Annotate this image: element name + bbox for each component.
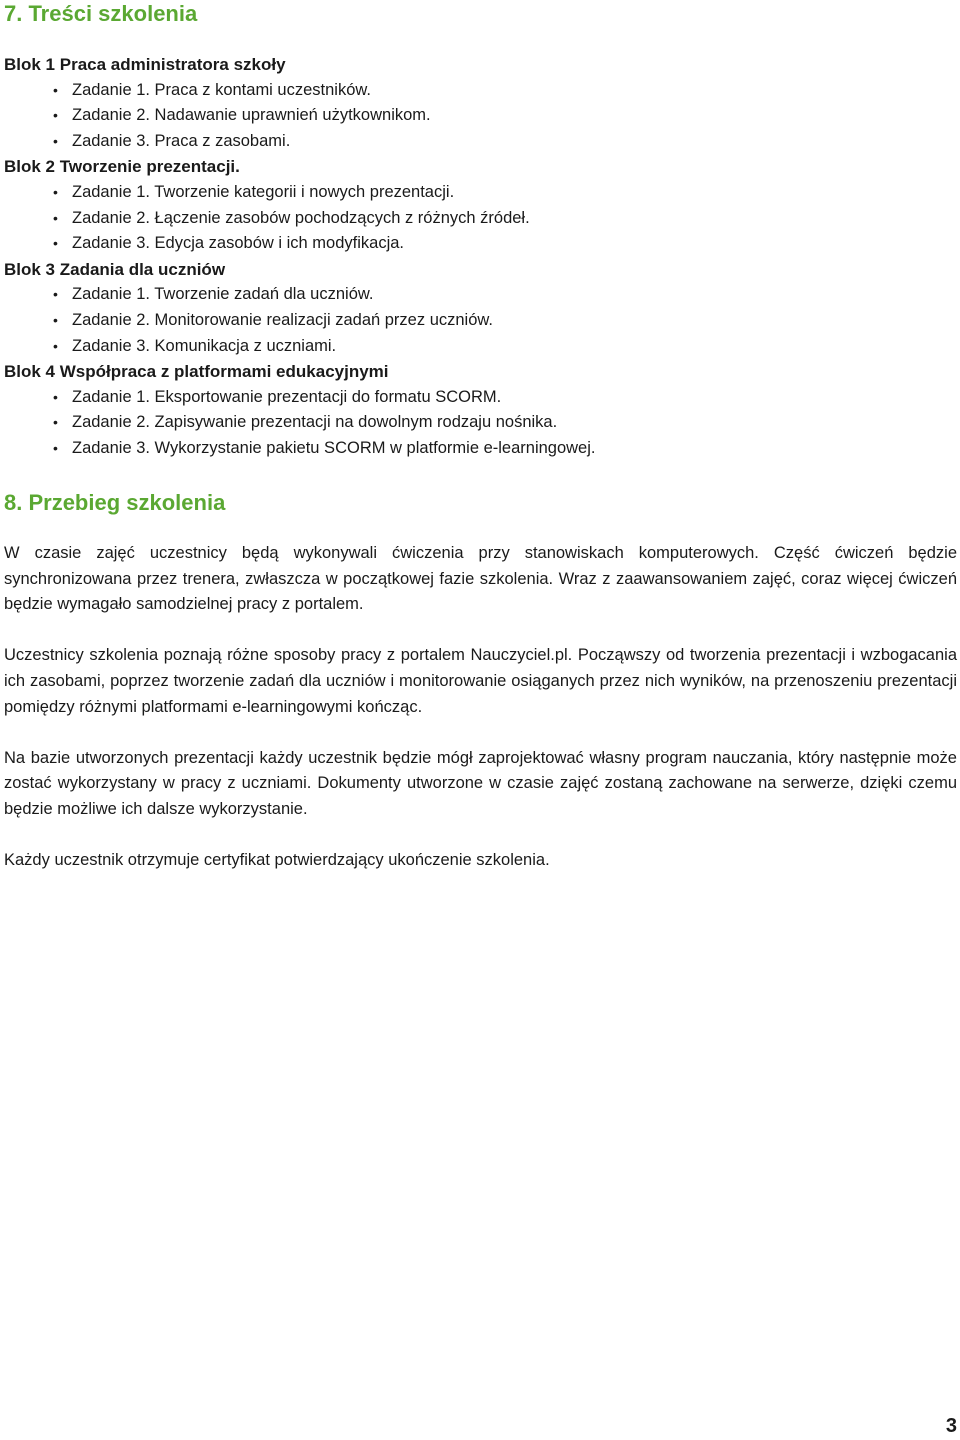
bullet-icon: • — [53, 107, 58, 124]
task-list — [4, 180, 957, 257]
paragraph: W czasie zajęć uczestnicy będą wykonywali ćwiczenia przy stanowiskach komputerowych. Część ćwiczeń będzie synchronizowana przez trenera, zwłaszcza w początkowej fazie szkolenia. Wraz z zaawansowaniem zajęć, coraz więcej ćwiczeń będzie wymagało samodzielnej pracy z portalem. — [4, 544, 957, 614]
task-text: Zadanie 1. Tworzenie kategorii i nowych prezentacji. — [72, 182, 455, 201]
block-title: Blok 1 Praca administratora szkoły — [4, 55, 286, 74]
list-item — [4, 129, 957, 155]
task-text: Zadanie 1. Tworzenie zadań dla uczniów. — [72, 285, 374, 304]
bullet-icon: • — [53, 132, 58, 149]
task-text: Zadanie 2. Nadawanie uprawnień użytkownikom. — [72, 106, 431, 125]
task-list — [4, 78, 957, 155]
bullet-icon: • — [53, 337, 58, 354]
bullet-icon: • — [53, 439, 58, 456]
task-text: Zadanie 1. Eksportowanie prezentacji do formatu SCORM. — [72, 387, 502, 406]
section-8-body — [4, 541, 957, 899]
list-item — [4, 231, 957, 257]
training-blocks — [4, 52, 957, 462]
task-text: Zadanie 2. Monitorowanie realizacji zadań przez uczniów. — [72, 310, 493, 329]
bullet-icon: • — [53, 388, 58, 405]
block-title: Blok 2 Tworzenie prezentacji. — [4, 157, 240, 177]
section-7-heading: 7. Treści szkolenia — [4, 1, 198, 26]
list-item — [4, 78, 957, 104]
task-text: Zadanie 3. Komunikacja z uczniami. — [72, 336, 337, 355]
bullet-icon: • — [53, 414, 58, 431]
paragraph: Na bazie utworzonych prezentacji każdy uczestnik będzie mógł zaprojektować własny program nauczania, który następnie może zostać wykorzystany w pracy z uczniami. Dokumenty utworzone w czasie zajęć zostaną zachowane na serwerze, dzięki czemu będzie możliwe ich dalsze wykorzystanie. — [4, 748, 957, 818]
task-list — [4, 282, 957, 359]
task-text: Zadanie 3. Wykorzystanie pakietu SCORM w platformie e-learningowej. — [72, 438, 596, 457]
task-text: Zadanie 2. Zapisywanie prezentacji na dowolnym rodzaju nośnika. — [72, 413, 558, 432]
block-4 — [4, 359, 957, 461]
list-item — [4, 436, 957, 462]
bullet-icon: • — [53, 183, 58, 200]
task-text: Zadanie 2. Łączenie zasobów pochodzących z różnych źródeł. — [72, 208, 530, 227]
list-item — [4, 180, 957, 206]
bullet-icon: • — [53, 311, 58, 328]
task-list — [4, 385, 957, 462]
bullet-icon: • — [53, 235, 58, 252]
list-item — [4, 206, 957, 232]
section-8-heading: 8. Przebieg szkolenia — [4, 490, 226, 515]
bullet-icon: • — [53, 81, 58, 98]
list-item — [4, 334, 957, 360]
list-item — [4, 385, 957, 411]
list-item — [4, 410, 957, 436]
bullet-icon: • — [53, 209, 58, 226]
task-text: Zadanie 3. Praca z zasobami. — [72, 131, 291, 150]
paragraph: Uczestnicy szkolenia poznają różne sposoby pracy z portalem Nauczyciel.pl. Począwszy od tworzenia prezentacji i wzbogacania ich zasobami, poprzez tworzenie zadań dla uczniów i monitorowanie osiąganych przez nich wyników, na przenoszeniu prezentacji pomiędzy różnymi platformami e-learningowymi kończąc. — [4, 646, 957, 716]
block-title: Blok 4 Współpraca z platformami edukacyjnymi — [4, 362, 389, 382]
page-number: 3 — [945, 1415, 957, 1437]
list-item — [4, 308, 957, 334]
block-1 — [4, 52, 957, 154]
list-item — [4, 103, 957, 129]
task-text: Zadanie 3. Edycja zasobów i ich modyfikacja. — [72, 234, 404, 253]
block-title: Blok 3 Zadania dla uczniów — [4, 259, 226, 279]
bullet-icon: • — [53, 286, 58, 303]
task-text: Zadanie 1. Praca z kontami uczestników. — [72, 80, 371, 99]
paragraph: Każdy uczestnik otrzymuje certyfikat potwierdzający ukończenie szkolenia. — [4, 851, 550, 870]
block-3 — [4, 257, 957, 359]
block-2 — [4, 154, 957, 256]
list-item — [4, 282, 957, 308]
